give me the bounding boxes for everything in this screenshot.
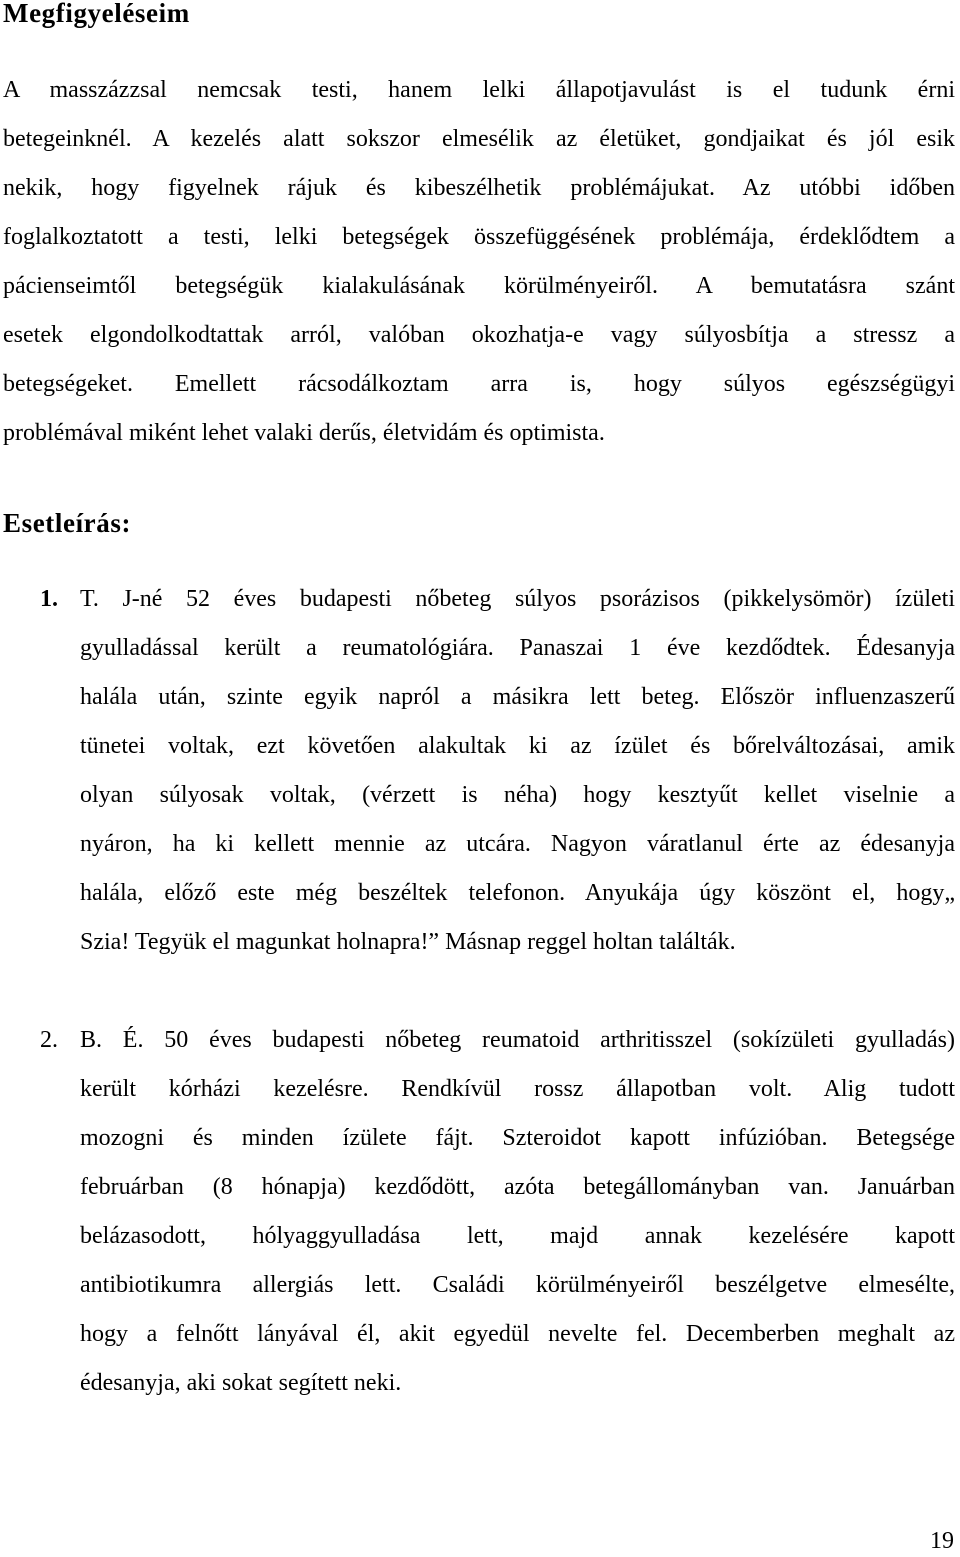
case-number: 2. xyxy=(40,1027,58,1053)
intro-line: nekik, hogy figyelnek rájuk és kibeszélhetik problémájukat. Az utóbbi időben xyxy=(3,175,955,201)
case-line: B. É. 50 éves budapesti nőbeteg reumatoid arthritisszel (sokízületi gyulladás) xyxy=(80,1027,955,1053)
intro-line: problémával miként lehet valaki derűs, életvidám és optimista. xyxy=(3,420,605,446)
intro-paragraph xyxy=(3,66,955,458)
intro-line: pácienseimtől betegségük kialakulásának körülményeiről. A bemutatásra szánt xyxy=(3,273,955,299)
case-number: 1. xyxy=(40,586,58,612)
case-line: gyulladással került a reumatológiára. Panaszai 1 éve kezdődtek. Édesanyja xyxy=(80,635,955,661)
case-line: halála, előző este még beszéltek telefonon. Anyukája úgy köszönt el, hogy„ xyxy=(80,880,955,906)
case-line: belázasodott, hólyaggyulladása lett, majd annak kezelésére kapott xyxy=(80,1223,955,1249)
intro-line: esetek elgondolkodtattak arról, valóban okozhatja-e vagy súlyosbítja a stressz a xyxy=(3,322,955,348)
intro-line: betegségeket. Emellett rácsodálkoztam arra is, hogy súlyos egészségügyi xyxy=(3,371,955,397)
case-line: nyáron, ha ki kellett mennie az utcára. Nagyon váratlanul érte az édesanyja xyxy=(80,831,955,857)
case-text xyxy=(80,1016,955,1408)
page-number: 19 xyxy=(930,1528,954,1554)
intro-line: foglalkoztatott a testi, lelki betegségek összefüggésének problémája, érdeklődtem a xyxy=(3,224,955,250)
intro-line: betegeinknél. A kezelés alatt sokszor elmesélik az életüket, gondjaikat és jól esik xyxy=(3,126,955,152)
case-line: T. J-né 52 éves budapesti nőbeteg súlyos psorázisos (pikkelysömör) ízületi xyxy=(80,586,955,612)
case-line: halála után, szinte egyik napról a másikra lett beteg. Először influenzaszerű xyxy=(80,684,955,710)
case-text xyxy=(80,575,955,967)
case-line: tünetei voltak, ezt követően alakultak ki az ízület és bőrelváltozásai, amik xyxy=(80,733,955,759)
case-line: Szia! Tegyük el magunkat holnapra!” Másnap reggel holtan találták. xyxy=(80,929,736,955)
case-line: került kórházi kezelésre. Rendkívül rossz állapotban volt. Alig tudott xyxy=(80,1076,955,1102)
case-line: antibiotikumra allergiás lett. Családi körülményeiről beszélgetve elmesélte, xyxy=(80,1272,955,1298)
intro-line: A masszázzsal nemcsak testi, hanem lelki állapotjavulást is el tudunk érni xyxy=(3,77,955,103)
case-line: édesanyja, aki sokat segített neki. xyxy=(80,1370,402,1396)
case-line: mozogni és minden ízülete fájt. Szteroidot kapott infúzióban. Betegsége xyxy=(80,1125,955,1151)
section-heading: Esetleírás: xyxy=(3,508,132,538)
page-title: Megfigyeléseim xyxy=(3,0,190,28)
case-line: hogy a felnőtt lányával él, akit egyedül nevelte fel. Decemberben meghalt az xyxy=(80,1321,955,1347)
case-line: olyan súlyosak voltak, (vérzett is néha) hogy kesztyűt kellet viselnie a xyxy=(80,782,955,808)
case-line: februárban (8 hónapja) kezdődött, azóta betegállományban van. Januárban xyxy=(80,1174,955,1200)
